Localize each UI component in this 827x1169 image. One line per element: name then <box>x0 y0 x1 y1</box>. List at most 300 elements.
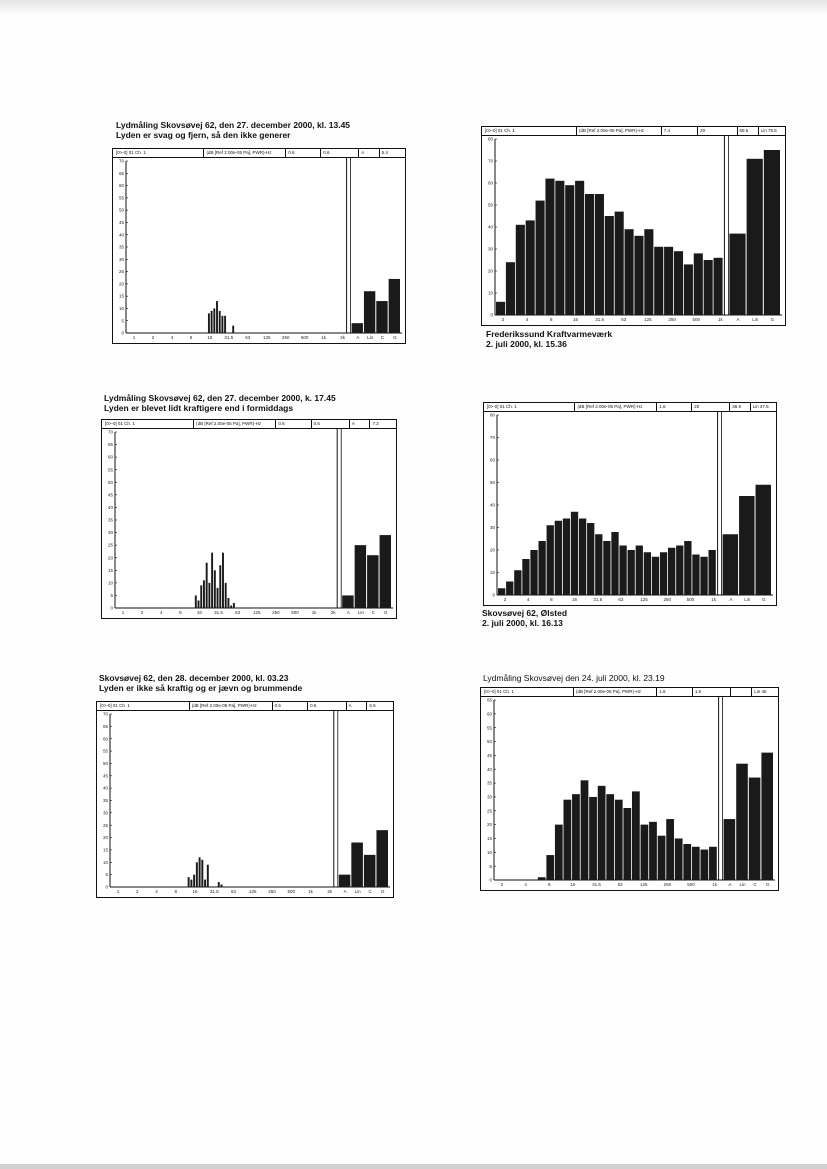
x-tick-label: 2k <box>340 335 345 340</box>
spectrum-bar <box>603 541 610 595</box>
x-tick-label: 250 <box>663 597 672 602</box>
caption-1-line-1: Lydmåling Skovsøvej 62, den 27. december 2000, kl. 13.45 <box>116 120 351 130</box>
x-tick-label: 8 <box>179 610 182 615</box>
spectrum-bar <box>217 588 219 608</box>
chart-header-v2: 0.6 <box>310 703 317 708</box>
spectrum-bar <box>619 546 626 596</box>
x-tick-label: 2 <box>135 889 139 894</box>
weighting-label: A <box>728 882 732 887</box>
spectrum-bar <box>709 550 716 595</box>
total-bar <box>355 545 366 608</box>
spectrum-bar <box>636 546 643 596</box>
x-tick-label: 4 <box>155 889 158 894</box>
y-tick-label: 15 <box>118 293 124 299</box>
y-tick-label: 55 <box>107 467 113 473</box>
x-tick-label: 16 <box>192 889 198 894</box>
y-tick-label: 30 <box>118 256 124 262</box>
chart-header-v1: 7.4 <box>663 128 671 133</box>
spectrum-bar <box>506 582 513 596</box>
y-tick-label: 70 <box>487 158 493 164</box>
x-tick-label: 500 <box>291 610 299 615</box>
y-tick-label: 50 <box>107 479 113 485</box>
weighting-label: Lin <box>752 317 759 322</box>
x-tick-label: 2k <box>327 889 333 894</box>
y-tick-label: 35 <box>102 798 108 804</box>
total-bar <box>351 843 363 887</box>
spectrum-bar <box>218 882 220 887</box>
weighting-label: C <box>371 610 375 615</box>
x-tick-label: 31.5 <box>593 597 603 602</box>
y-tick-label: 55 <box>486 725 492 731</box>
x-tick-label: 500 <box>287 889 296 894</box>
weighting-label: Lin <box>367 335 374 340</box>
spectrum-bar <box>654 247 663 315</box>
total-bar <box>747 159 763 315</box>
x-tick-label: 2 <box>500 882 504 887</box>
y-tick-label: 15 <box>102 847 108 853</box>
chart-header-v2: 1.6 <box>694 689 702 694</box>
spectrum-bar <box>628 550 635 595</box>
x-tick-label: 4 <box>170 335 174 340</box>
y-tick-label: 20 <box>102 835 108 841</box>
spectrum-bar <box>563 519 570 596</box>
y-tick-label: 0 <box>492 592 495 598</box>
chart-header-ref: (dB [Ref 2.00e-05 Pa], PWR)-Hz <box>191 703 257 708</box>
spectrum-bar <box>526 220 535 315</box>
y-tick-label: 25 <box>107 542 113 548</box>
chart-header-v3: A <box>348 703 352 708</box>
spectrum-chart-2 <box>481 126 786 326</box>
spectrum-bar <box>227 598 229 608</box>
y-tick-label: 45 <box>118 220 124 226</box>
caption-3 <box>104 393 336 413</box>
spectrum-bar <box>224 316 226 333</box>
spectrum-bar <box>233 603 235 608</box>
x-tick-label: 500 <box>692 317 701 322</box>
total-bar <box>376 301 387 333</box>
spectrum-bar <box>572 794 580 880</box>
x-tick-label: 2 <box>140 610 144 615</box>
spectrum-bar <box>198 600 200 608</box>
spectrum-bar <box>201 860 203 887</box>
x-tick-label: 63 <box>621 317 627 322</box>
y-tick-label: 30 <box>489 525 495 531</box>
caption-4 <box>482 608 567 628</box>
weighting-label: Lin <box>354 889 361 894</box>
y-tick-label: 65 <box>118 170 124 176</box>
chart-header-ref: (dB [Ref 2.00e-05 Pa], PWR)-Hz <box>578 128 644 133</box>
x-tick-label: 125 <box>249 889 257 894</box>
x-tick-label: 1k <box>311 610 317 615</box>
spectrum-bar <box>219 311 221 333</box>
chart-header-v1: 0.6 <box>274 703 281 708</box>
total-bar <box>756 485 771 595</box>
spectrum-bar <box>225 583 227 608</box>
y-tick-label: 0 <box>110 605 113 611</box>
spectrum-bar <box>694 253 703 315</box>
spectrum-bar <box>196 862 198 887</box>
y-tick-label: 45 <box>486 752 492 758</box>
spectrum-bar <box>668 548 675 595</box>
y-tick-label: 10 <box>486 849 492 855</box>
total-bar <box>736 764 748 880</box>
y-tick-label: 30 <box>107 530 113 536</box>
y-tick-label: 50 <box>102 761 108 767</box>
spectrum-bar <box>692 847 700 880</box>
chart-plot <box>482 127 785 325</box>
spectrum-bar <box>208 313 210 333</box>
x-tick-label: 63 <box>618 597 624 602</box>
y-tick-label: 80 <box>487 136 493 142</box>
weighting-label: A <box>736 317 740 322</box>
total-bar <box>342 595 353 608</box>
y-tick-label: 50 <box>487 202 493 208</box>
chart-header-v2: 20 <box>700 128 706 133</box>
spectrum-bar <box>213 308 215 333</box>
total-bar <box>723 534 738 595</box>
y-tick-label: 60 <box>102 736 108 742</box>
y-tick-label: 25 <box>486 808 492 814</box>
spectrum-bar <box>632 791 640 880</box>
scan-top-edge <box>0 0 827 14</box>
spectrum-bar <box>506 262 515 315</box>
spectrum-bar <box>230 605 232 608</box>
spectrum-bar <box>623 808 631 880</box>
spectrum-bar <box>211 553 213 608</box>
y-tick-label: 5 <box>489 863 492 869</box>
spectrum-bar <box>634 236 643 315</box>
x-tick-label: 2 <box>501 317 505 322</box>
chart-plot <box>97 702 393 897</box>
spectrum-bar <box>615 800 623 880</box>
total-bar <box>367 555 378 608</box>
y-tick-label: 10 <box>107 580 113 586</box>
spectrum-chart-6 <box>480 687 779 891</box>
x-tick-label: 1 <box>132 335 136 340</box>
spectrum-bar <box>563 800 571 880</box>
y-tick-label: 0 <box>490 312 493 318</box>
x-tick-label: 31.5 <box>224 335 234 340</box>
spectrum-bar <box>675 838 683 880</box>
weighting-label: G <box>762 597 766 602</box>
y-tick-label: 60 <box>486 711 492 717</box>
chart-header-v1: 1.6 <box>659 689 666 694</box>
caption-5-line-2: Lyden er ikke så kraftig og er jævn og brummende <box>99 683 303 693</box>
y-tick-label: 70 <box>489 435 495 441</box>
spectrum-bar <box>644 229 653 315</box>
y-tick-label: 5 <box>110 593 113 599</box>
x-tick-label: 16 <box>196 610 202 615</box>
spectrum-bar <box>598 786 606 880</box>
x-tick-label: 1 <box>116 889 120 894</box>
caption-3-line-1: Lydmåling Skovsøvej 62, den 27. december 2000, k. 17.45 <box>104 393 336 403</box>
weighting-label: G <box>393 335 397 340</box>
weighting-label: Lin <box>744 597 751 602</box>
y-tick-label: 0 <box>105 884 108 890</box>
weighting-label: G <box>765 882 770 887</box>
weighting-label: A <box>729 597 733 602</box>
y-tick-label: 40 <box>487 224 493 230</box>
caption-6 <box>483 673 665 683</box>
x-tick-label: 1k <box>711 597 716 602</box>
total-bar <box>764 150 780 315</box>
spectrum-bar <box>589 797 597 880</box>
spectrum-bar <box>587 523 594 595</box>
spectrum-bar <box>538 877 546 880</box>
spectrum-bar <box>575 181 584 315</box>
chart-header-v3: A <box>361 150 365 155</box>
weighting-label: G <box>384 610 388 615</box>
x-tick-label: 4 <box>525 317 529 322</box>
chart-header-v4: Lin 75.5 <box>760 128 777 133</box>
y-tick-label: 20 <box>118 281 124 287</box>
chart-header-ref: (dB [Ref 2.00e-05 Pa], PWR)-Hz <box>577 404 643 409</box>
x-tick-label: 500 <box>686 597 695 602</box>
total-bar <box>389 279 400 333</box>
chart-header-v4: Lin 46 <box>754 689 767 694</box>
spectrum-bar <box>605 216 614 315</box>
chart-header-ch: [0>-0] 01 Ch. 1 <box>483 689 514 694</box>
total-bar <box>380 535 391 608</box>
y-tick-label: 60 <box>118 183 124 189</box>
y-tick-label: 40 <box>107 505 113 511</box>
y-tick-label: 60 <box>489 457 495 463</box>
y-tick-label: 25 <box>118 269 124 275</box>
y-tick-label: 65 <box>102 723 108 729</box>
total-bar <box>364 855 376 887</box>
spectrum-bar <box>683 844 691 880</box>
spectrum-chart-5 <box>96 701 394 898</box>
y-tick-label: 40 <box>102 785 108 791</box>
weighting-label: A <box>343 889 347 894</box>
total-bar <box>364 291 375 333</box>
weighting-label: C <box>753 882 757 887</box>
spectrum-bar <box>547 525 554 595</box>
x-tick-label: 250 <box>272 610 280 615</box>
chart-header-ref: (dB [Ref 2.00e-05 Pa], PWR)-Hz <box>576 689 642 694</box>
chart-header-v4: Lin 47.5 <box>752 404 769 409</box>
weighting-label: C <box>368 889 372 894</box>
spectrum-chart-4 <box>483 402 777 606</box>
spectrum-bar <box>195 595 197 608</box>
total-bar <box>339 875 351 887</box>
y-tick-label: 45 <box>102 773 108 779</box>
caption-3-line-2: Lyden er blevet lidt kraftigere end i formiddags <box>104 403 294 413</box>
spectrum-chart-1 <box>112 148 406 344</box>
x-tick-label: 1k <box>718 317 723 322</box>
spectrum-bar <box>714 258 723 315</box>
spectrum-bar <box>188 877 190 887</box>
caption-2 <box>486 329 612 349</box>
spectrum-bar <box>190 880 192 887</box>
x-tick-label: 16 <box>570 882 576 887</box>
x-tick-label: 8 <box>550 597 553 602</box>
x-tick-label: 1k <box>308 889 313 894</box>
x-tick-label: 16 <box>207 335 213 340</box>
total-bar <box>352 323 363 333</box>
chart-header-ch: [0>-0] 01 Ch. 1 <box>486 404 517 409</box>
spectrum-bar <box>514 570 521 595</box>
y-tick-label: 0 <box>489 877 492 883</box>
spectrum-bar <box>206 563 208 608</box>
spectrum-bar <box>221 316 223 333</box>
weighting-label: A <box>346 610 350 615</box>
spectrum-bar <box>652 557 659 595</box>
x-tick-label: 250 <box>268 889 276 894</box>
spectrum-bar <box>674 251 683 315</box>
spectrum-bar <box>522 559 529 595</box>
y-tick-label: 50 <box>486 739 492 745</box>
spectrum-bar <box>585 194 594 315</box>
x-tick-label: 125 <box>639 882 648 887</box>
spectrum-bar <box>538 541 545 595</box>
y-tick-label: 40 <box>489 502 495 508</box>
x-tick-label: 16 <box>572 317 578 322</box>
y-tick-label: 35 <box>118 244 124 250</box>
chart-header-v3: A <box>351 421 355 426</box>
x-tick-label: 125 <box>253 610 261 615</box>
spectrum-bar <box>200 585 202 608</box>
spectrum-bar <box>555 825 563 880</box>
y-tick-label: 5 <box>105 872 108 878</box>
spectrum-bar <box>692 555 699 596</box>
caption-1 <box>116 120 350 140</box>
total-bar <box>749 778 761 880</box>
y-tick-label: 20 <box>489 547 495 553</box>
x-tick-label: 2 <box>503 597 507 602</box>
spectrum-bar <box>565 185 574 315</box>
spectrum-bar <box>555 181 564 315</box>
spectrum-bar <box>193 875 195 887</box>
x-tick-label: 63 <box>617 882 623 887</box>
spectrum-bar <box>615 212 624 315</box>
spectrum-bar <box>204 880 206 887</box>
y-tick-label: 40 <box>486 766 492 772</box>
weighting-label: G <box>380 889 385 894</box>
spectrum-bar <box>498 588 505 595</box>
y-tick-label: 70 <box>107 429 113 435</box>
x-tick-label: 250 <box>663 882 672 887</box>
spectrum-bar <box>214 570 216 608</box>
spectrum-bar <box>611 532 618 595</box>
spectrum-bar <box>709 847 717 880</box>
x-tick-label: 1 <box>121 610 125 615</box>
spectrum-bar <box>207 865 209 887</box>
weighting-label: G <box>770 317 775 322</box>
spectrum-bar <box>684 541 691 595</box>
spectrum-bar <box>581 780 589 880</box>
spectrum-bar <box>660 552 667 595</box>
weighting-label: Lin <box>357 610 364 615</box>
x-tick-label: 2 <box>151 335 155 340</box>
chart-header-v3: 36.9 <box>732 404 741 409</box>
y-tick-label: 5 <box>121 318 124 324</box>
weighting-label: A <box>356 335 360 340</box>
spectrum-bar <box>658 836 666 880</box>
chart-header-v1: 0.6 <box>288 150 295 155</box>
chart-header-ref: (dB [Ref 2.00e-05 Pa], PWR)-Hz <box>196 421 262 426</box>
spectrum-bar <box>516 225 525 315</box>
x-tick-label: 31.5 <box>214 610 223 615</box>
y-tick-label: 70 <box>102 711 108 717</box>
x-tick-label: 500 <box>687 882 695 887</box>
spectrum-bar <box>221 885 223 887</box>
y-tick-label: 10 <box>118 306 124 312</box>
caption-5-line-1: Skovsøvej 62, den 28. december 2000, kl. 03.23 <box>99 673 289 683</box>
total-bar <box>376 830 388 887</box>
caption-1-line-2: Lyden er svag og fjern, så den ikke generer <box>116 130 291 140</box>
y-tick-label: 30 <box>487 246 493 252</box>
spectrum-bar <box>606 794 614 880</box>
y-tick-label: 40 <box>118 232 124 238</box>
y-tick-label: 10 <box>102 859 108 865</box>
chart-plot <box>102 420 396 618</box>
y-tick-label: 25 <box>102 822 108 828</box>
chart-header-ch: [0>-0] 01 Ch. 1 <box>99 703 130 708</box>
spectrum-bar <box>222 553 224 608</box>
y-tick-label: 60 <box>107 454 113 460</box>
y-tick-label: 30 <box>102 810 108 816</box>
x-tick-label: 31.5 <box>592 882 601 887</box>
x-tick-label: 1k <box>321 335 327 340</box>
x-tick-label: 16 <box>572 597 578 602</box>
spectrum-bar <box>595 534 602 595</box>
x-tick-label: 31.5 <box>595 317 605 322</box>
chart-header-ch: [0>-0] 01 Ch. 1 <box>485 128 515 133</box>
total-bar <box>739 496 754 595</box>
scan-bottom-edge <box>0 1164 827 1169</box>
total-bar <box>761 753 773 880</box>
chart-header-v4: 7.2 <box>372 421 379 426</box>
y-tick-label: 20 <box>486 822 492 828</box>
spectrum-bar <box>666 819 674 880</box>
y-tick-label: 70 <box>118 158 124 164</box>
weighting-label: Lin <box>739 882 746 887</box>
spectrum-chart-3 <box>101 419 397 619</box>
y-tick-label: 50 <box>489 480 495 486</box>
spectrum-bar <box>232 326 234 333</box>
y-tick-label: 65 <box>107 442 113 448</box>
spectrum-bar <box>199 857 201 887</box>
y-tick-label: 10 <box>487 290 493 296</box>
chart-header-ch: [0>-0] 01 Ch. 1 <box>115 150 146 155</box>
spectrum-bar <box>595 194 604 315</box>
spectrum-bar <box>649 822 657 880</box>
x-tick-label: 2k <box>330 610 336 615</box>
weighting-label: C <box>380 335 385 340</box>
x-tick-label: 4 <box>159 610 163 615</box>
spectrum-bar <box>536 201 545 315</box>
caption-2-line-1: Frederikssund Kraftvarmeværk <box>486 329 613 339</box>
x-tick-label: 250 <box>281 335 290 340</box>
spectrum-bar <box>208 583 210 608</box>
y-tick-label: 30 <box>486 794 492 800</box>
x-tick-label: 4 <box>524 882 527 887</box>
y-tick-label: 35 <box>107 517 113 523</box>
chart-header-ch: [0>-0] 01 Ch. 1 <box>104 421 135 426</box>
x-tick-label: 63 <box>245 335 251 340</box>
spectrum-bar <box>676 546 683 596</box>
y-tick-label: 20 <box>107 555 113 561</box>
x-tick-label: 125 <box>262 335 271 340</box>
x-tick-label: 1k <box>712 882 717 887</box>
y-tick-label: 15 <box>486 836 492 842</box>
x-tick-label: 250 <box>668 317 676 322</box>
y-tick-label: 0 <box>121 330 124 336</box>
chart-plot <box>484 403 776 605</box>
spectrum-bar <box>684 264 693 315</box>
spectrum-bar <box>571 512 578 595</box>
